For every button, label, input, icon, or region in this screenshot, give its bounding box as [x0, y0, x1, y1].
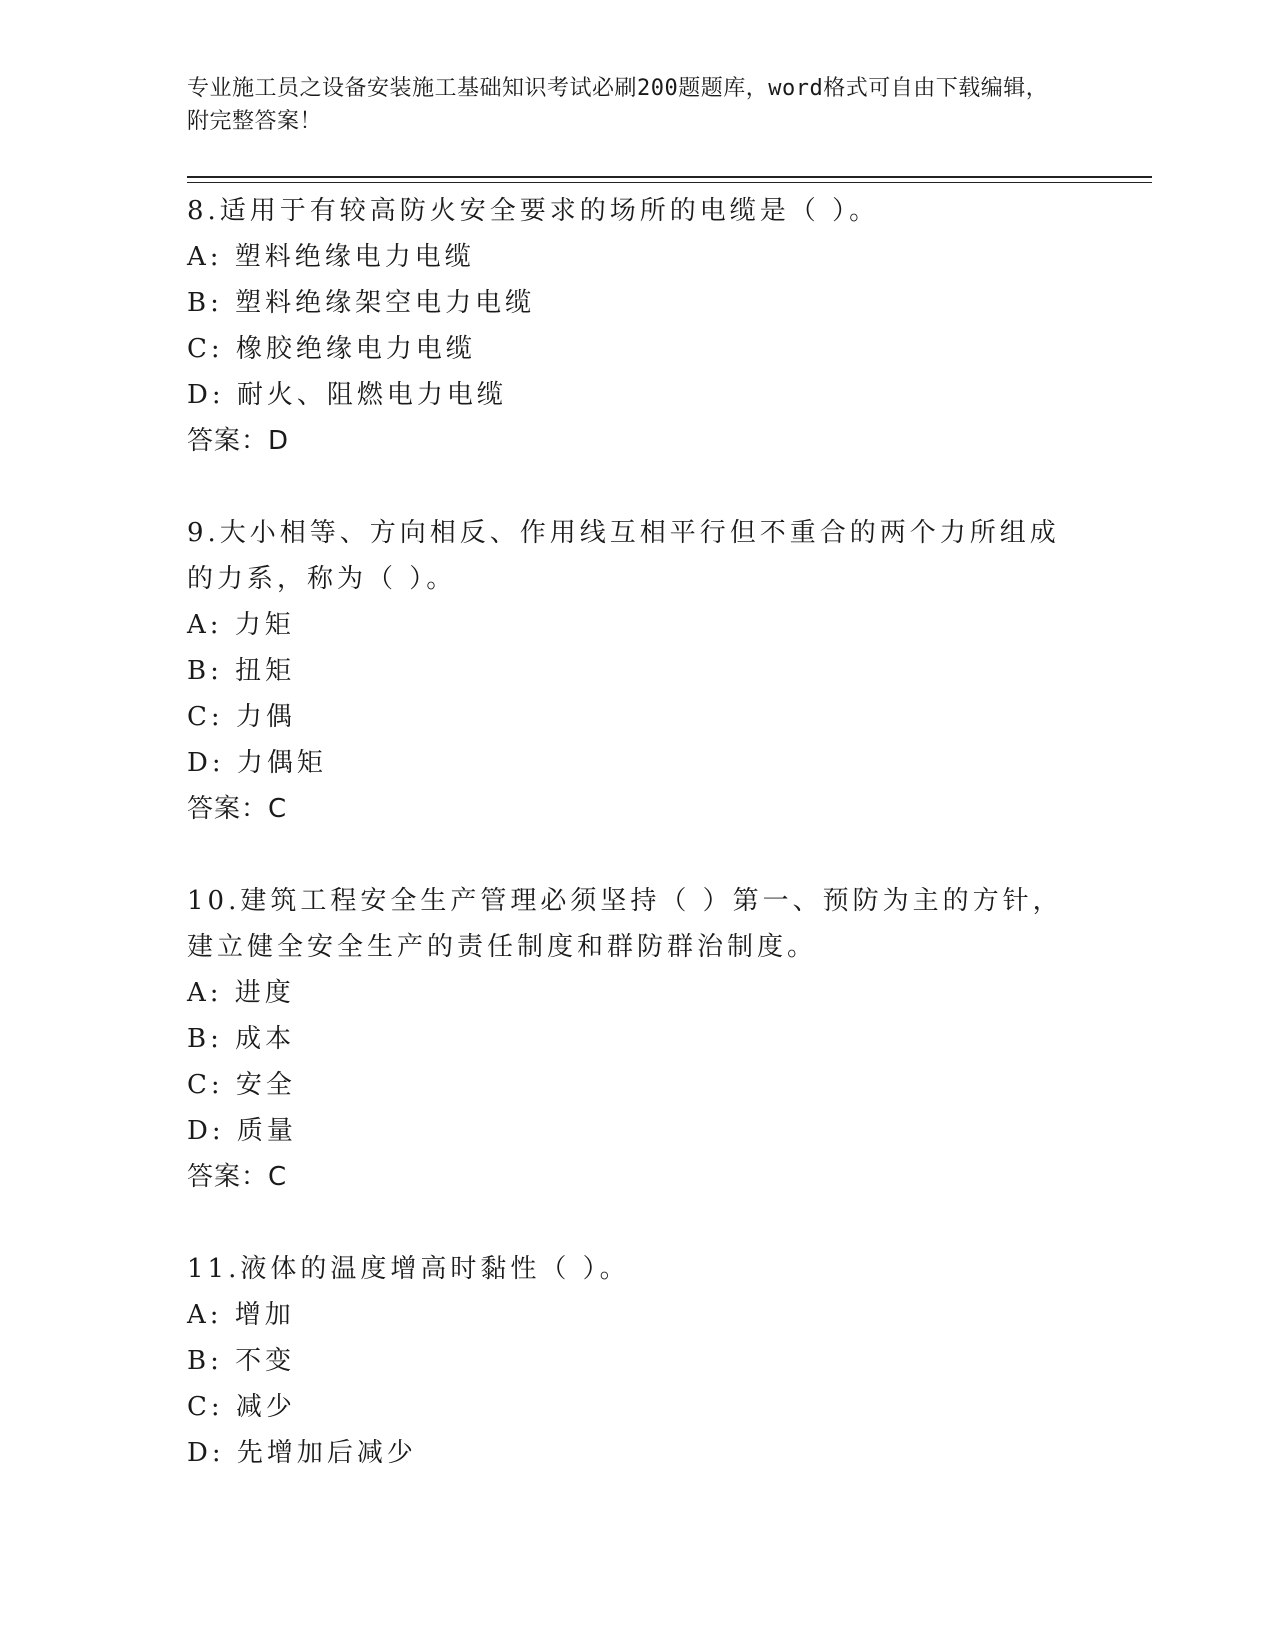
- question-stem: 8.适用于有较高防火安全要求的场所的电缆是（ ）。: [187, 196, 880, 226]
- question-10: [187, 878, 1067, 1200]
- option-c: C: 橡胶绝缘电力电缆: [187, 334, 476, 364]
- answer-text: 答案：D: [187, 426, 290, 456]
- option-d: D: 力偶矩: [187, 748, 327, 778]
- option-c: C: 力偶: [187, 702, 296, 732]
- option-a: A: 增加: [187, 1300, 295, 1330]
- question-stem: 11.液体的温度增高时黏性（ ）。: [187, 1254, 630, 1284]
- option-b: B: 成本: [187, 1024, 296, 1054]
- question-8: [187, 188, 1067, 464]
- document-header: 专业施工员之设备安装施工基础知识考试必刷200题题库，word格式可自由下载编辑，附完整答案！: [187, 76, 1049, 134]
- option-d: D: 耐火、阻燃电力电缆: [187, 380, 507, 410]
- question-9: [187, 510, 1067, 832]
- option-a: A: 塑料绝缘电力电缆: [187, 242, 475, 272]
- question-11: [187, 1246, 1067, 1476]
- header-divider-thick: [187, 176, 1152, 178]
- option-d: D: 先增加后减少: [187, 1438, 417, 1468]
- option-b: B: 不变: [187, 1346, 296, 1376]
- answer-text: 答案：C: [187, 794, 288, 824]
- answer-text: 答案：C: [187, 1162, 288, 1192]
- option-c: C: 减少: [187, 1392, 296, 1422]
- option-a: A: 力矩: [187, 610, 295, 640]
- option-d: D: 质量: [187, 1116, 297, 1146]
- question-list: [187, 188, 1067, 1522]
- option-c: C: 安全: [187, 1070, 296, 1100]
- header-divider-thin: [187, 182, 1152, 183]
- option-b: B: 扭矩: [187, 656, 296, 686]
- option-a: A: 进度: [187, 978, 295, 1008]
- question-stem: 10.建筑工程安全生产管理必须坚持（ ）第一、预防为主的方针，建立健全安全生产的责任制度和群防群治制度。: [187, 886, 1063, 962]
- option-b: B: 塑料绝缘架空电力电缆: [187, 288, 536, 318]
- question-stem: 9.大小相等、方向相反、作用线互相平行但不重合的两个力所组成的力系，称为（ ）。: [187, 518, 1060, 594]
